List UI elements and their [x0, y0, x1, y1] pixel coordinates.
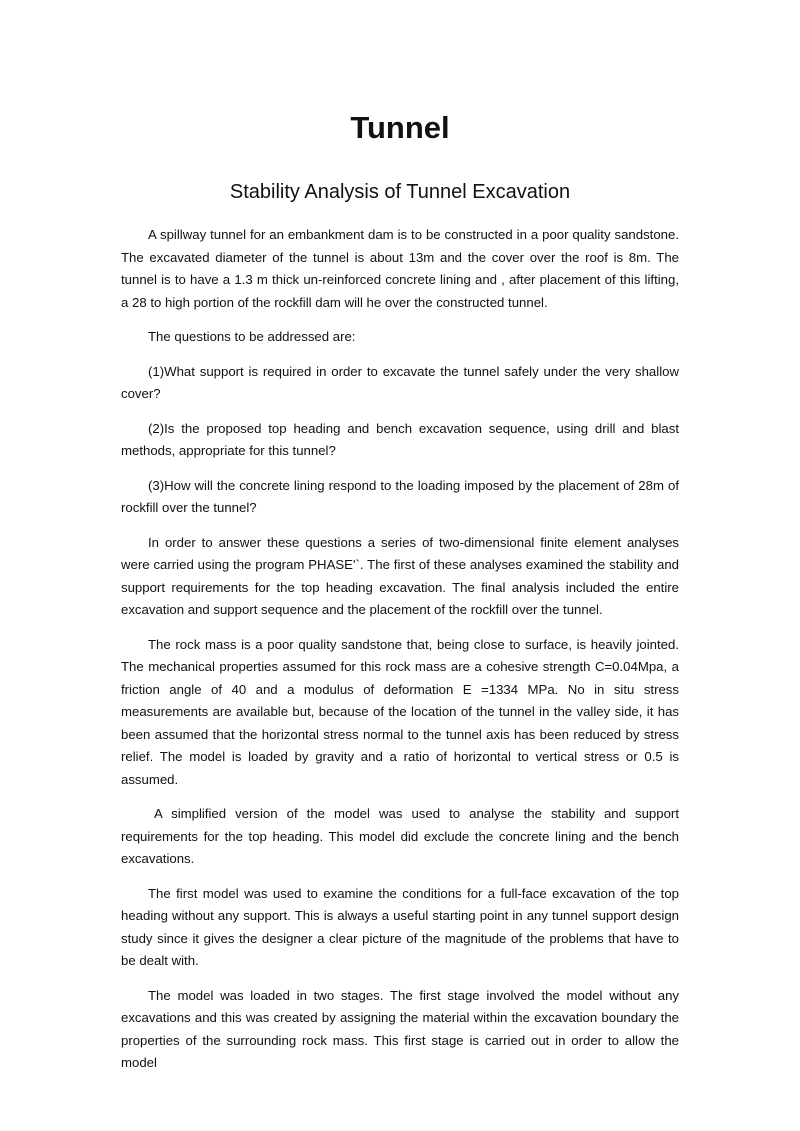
paragraph-rock-mass: The rock mass is a poor quality sandstone that, being close to surface, is heavily jointed. The mechanical properties assumed for this rock mass are a cohesive strength C=0.04Mpa, a friction angle of 40 and a modulus of deformation E =1334 MPa. No in situ stress measurements are available but, because of the location of the tunnel in the valley side, it has been assumed that the horizontal stress normal to the tunnel axis has been reduced by stress relief. The model is loaded by gravity and a ratio of horizontal to vertical stress or 0.5 is assumed.: [121, 636, 679, 787]
paragraph-first-model: The first model was used to examine the conditions for a full-face excavation of the top heading without any support. This is always a useful starting point in any tunnel support design study since it gives the designer a clear picture of the magnitude of the problems that have to be dealt with.: [121, 885, 679, 968]
document-subtitle: Stability Analysis of Tunnel Excavation: [229, 181, 571, 203]
paragraph-analyses: In order to answer these questions a series of two-dimensional finite element analyses were carried using the program PHASE'`. The first of these analyses examined the stability and support requirements for the top heading excavation. The final analysis included the entire excavation and support sequence and the placement of the rockfill over the tunnel.: [121, 534, 679, 617]
paragraph-simplified-model: A simplified version of the model was used to analyse the stability and support requirements for the top heading. This model did exclude the concrete lining and the bench excavations.: [121, 806, 679, 866]
document-body: [121, 224, 679, 1087]
paragraph-questions-heading: The questions to be addressed are:: [148, 329, 356, 344]
paragraph-question-3: (3)How will the concrete lining respond to the loading imposed by the placement of 28m of rockfill over the tunnel?: [121, 477, 679, 515]
paragraph-intro: A spillway tunnel for an embankment dam is to be constructed in a poor quality sandstone. The excavated diameter of the tunnel is about 13m and the cover over the roof is 8m. The tunnel is to have a 1.3 m thick un-reinforced concrete lining and , after placement of this lifting, a 28 to high portion of the rockfill dam will he over the constructed tunnel.: [121, 227, 679, 310]
paragraph-loading-stages: The model was loaded in two stages. The first stage involved the model without any excavations and this was created by assigning the material within the excavation boundary the properties of the surrounding rock mass. This first stage is carried out in order to allow the model: [121, 987, 679, 1070]
paragraph-question-1: (1)What support is required in order to excavate the tunnel safely under the very shallow cover?: [121, 363, 679, 401]
document-title: Tunnel: [350, 110, 450, 145]
paragraph-question-2: (2)Is the proposed top heading and bench excavation sequence, using drill and blast methods, appropriate for this tunnel?: [121, 420, 679, 458]
